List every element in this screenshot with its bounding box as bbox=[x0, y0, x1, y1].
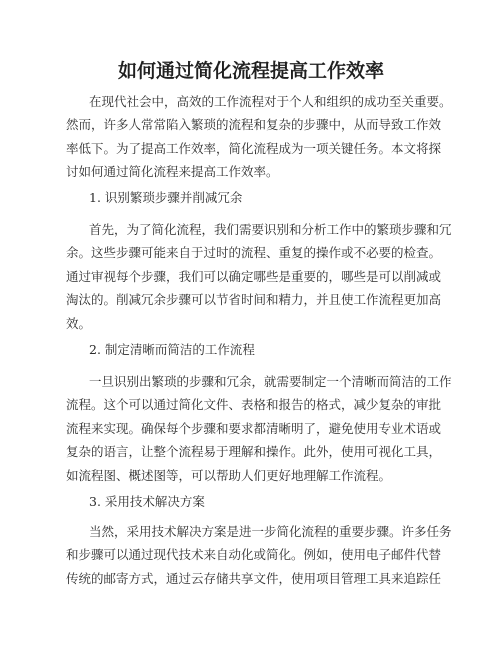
intro-paragraph bbox=[66, 90, 452, 184]
paragraph-line: 当然，采用技术解决方案是进一步简化流程的重要步骤。许多任务 bbox=[89, 524, 452, 539]
intro-line: 然而，许多人常常陷入繁琐的流程和复杂的步骤中，从而导致工作效 bbox=[66, 117, 442, 133]
section-1-heading: 1. 识别繁琐步骤并削减冗余 bbox=[89, 190, 243, 205]
paragraph-line: 一旦识别出繁琐的步骤和冗余，就需要制定一个清晰而简洁的工作 bbox=[89, 374, 452, 389]
intro-line: 讨如何通过简化流程来提高工作效率。 bbox=[66, 164, 279, 180]
section-heading bbox=[89, 338, 255, 361]
paragraph-line: 淘汰的。削减冗余步骤可以节省时间和精力，并且使工作流程更加高 bbox=[66, 292, 442, 308]
paragraph-line: 如流程图、概述图等，可以帮助人们更好地理解工作流程。 bbox=[66, 467, 392, 483]
section-2-heading: 2. 制定清晰而简洁的工作流程 bbox=[89, 342, 255, 357]
paragraph-line: 复杂的语言，让整个流程易于理解和操作。此外，使用可视化工具， bbox=[66, 444, 442, 460]
intro-line: 率低下。为了提高工作效率，简化流程成为一项关键任务。本文将探 bbox=[66, 140, 442, 156]
intro-line: 在现代社会中，高效的工作流程对于个人和组织的成功至关重要。 bbox=[89, 94, 452, 109]
section-heading bbox=[89, 490, 205, 513]
paragraph-line: 效。 bbox=[66, 315, 92, 331]
paragraph-line: 传统的邮寄方式，通过云存储共享文件，使用项目管理工具来追踪任 bbox=[66, 570, 442, 586]
paragraph-line: 流程来实现。确保每个步骤和要求都清晰明了，避免使用专业术语或 bbox=[66, 420, 442, 436]
paragraph-line: 流程。这个可以通过简化文件、表格和报告的格式，减少复杂的审批 bbox=[66, 397, 442, 413]
paragraph-line: 余。这些步骤可能来自于过时的流程、重复的操作或不必要的检查。 bbox=[66, 245, 442, 261]
document-title: 如何通过简化流程提高工作效率 bbox=[117, 60, 384, 82]
paragraph-line: 首先，为了简化流程，我们需要识别和分析工作中的繁琐步骤和冗 bbox=[89, 222, 452, 237]
section-1-body bbox=[66, 218, 452, 335]
paragraph-line: 和步骤可以通过现代技术来自动化或简化。例如，使用电子邮件代替 bbox=[66, 547, 442, 563]
section-2-body bbox=[66, 370, 452, 487]
section-heading bbox=[89, 186, 242, 209]
section-3-heading: 3. 采用技术解决方案 bbox=[89, 494, 205, 509]
section-3-body bbox=[66, 520, 452, 590]
paragraph-line: 通过审视每个步骤，我们可以确定哪些是重要的，哪些是可以削减或 bbox=[66, 268, 442, 284]
